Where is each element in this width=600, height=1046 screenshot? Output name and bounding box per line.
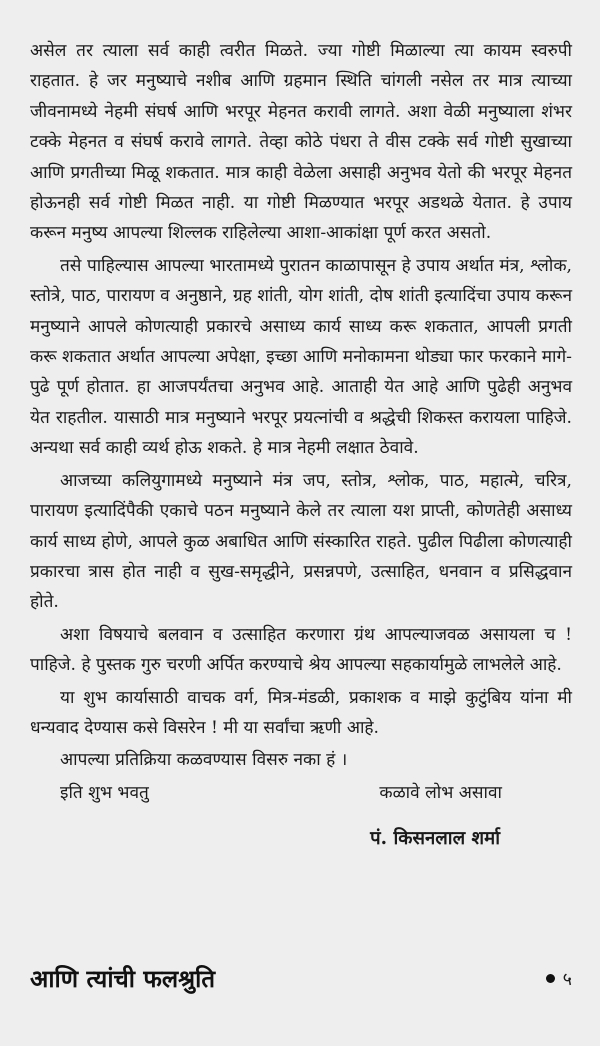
paragraph-6: आपल्या प्रतिक्रिया कळवण्यास विसरु नका हं ।	[60, 750, 348, 771]
paragraph-2: तसे पाहिल्यास आपल्या भारतामध्ये पुरातन काळापासून हे उपाय अर्थात मंत्र, श्लोक, स्तोत्रे, पाठ, पारायण व अनुष्ठाने, ग्रह शांती, योग शांती, दोष शांती इत्यादिंचा उपाय करून मनुष्याने आपले कोणत्याही प्रकारचे असाध्य कार्य साध्य करू शकतात, आपली प्रगती करू शकतात अर्थात आपल्या अपेक्षा, इच्छा आणि मनोकामना थोड्या फार फरकाने मागे-पुढे पूर्ण होतात. हा आजपर्यंतचा अनुभव आहे. आताही येत आहे आणि पुढेही अनुभव येत राहतील. यासाठी मात्र मनुष्याने भरपूर प्रयत्नांची व श्रद्धेची शिकस्त करायला पाहिजे. अन्यथा सर्व काही व्यर्थ होऊ शकते. हे मात्र नेहमी लक्षात ठेवावे.	[30, 255, 572, 459]
paragraph-5: या शुभ कार्यासाठी वाचक वर्ग, मित्र-मंडळी, प्रकाशक व माझे कुटुंबिय यांना मी धन्यवाद देण्यास कसे विसरेन ! मी या सर्वांचा ऋणी आहे.	[30, 687, 572, 738]
author-signature: पं. किसनलाल शर्मा	[370, 828, 500, 850]
page-number-value: ५	[562, 968, 572, 990]
page-footer	[30, 962, 572, 995]
closing-blessing: इति शुभ भवतु	[60, 782, 149, 803]
paragraph-1: असेल तर त्याला सर्व काही त्वरीत मिळते. ज्या गोष्टी मिळाल्या त्या कायम स्वरुपी राहतात. हे जर मनुष्याचे नशीब आणि ग्रहमान स्थिति चांगली नसेल तर मात्र त्याच्या जीवनामध्ये नेहमी संघर्ष आणि भरपूर मेहनत करावी लागते. अशा वेळी मनुष्याला शंभर टक्के मेहनत व संघर्ष करावे लागते. तेव्हा कोठे पंधरा ते वीस टक्के सर्व गोष्टी सुखाच्या आणि प्रगतीच्या मिळू शकतात. मात्र काही वेळेला असाही अनुभव येतो की भरपूर मेहनत होऊनही सर्व गोष्टी मिळत नाही. या गोष्टी मिळण्यात भरपूर अडथळे येतात. हे उपाय करून मनुष्य आपल्या शिल्लक राहिलेल्या आशा-आकांक्षा पूर्ण करत असतो.	[30, 41, 572, 244]
closing-regards: कळावे लोभ असावा	[379, 782, 502, 803]
running-title: आणि त्यांची फलश्रुति	[30, 964, 216, 993]
paragraph-4: अशा विषयाचे बलवान व उत्साहित करणारा ग्रंथ आपल्याजवळ असायला च ! पाहिजे. हे पुस्तक गुरु चरणी अर्पित करण्याचे श्रेय आपल्या सहकार्यामुळे लाभलेले आहे.	[30, 624, 572, 676]
bullet-icon	[546, 974, 555, 983]
page-number	[546, 967, 572, 991]
paragraph-3: आजच्या कलियुगामध्ये मनुष्याने मंत्र जप, स्तोत्र, श्लोक, पाठ, महात्मे, चरित्र, पारायण इत्यादिंपैकी एकाचे पठन मनुष्याने केले तर त्याला यश प्राप्ती, कोणतेही असाध्य कार्य साध्य होणे, आपले कुळ अबाधित आणि संस्कारित राहते. पुढील पिढीला कोणत्याही प्रकारचा त्रास होत नाही व सुख-समृद्धीने, प्रसन्नपणे, उत्साहित, धनवान व प्रसिद्धवान होते.	[30, 470, 572, 613]
closing-row	[30, 778, 572, 808]
